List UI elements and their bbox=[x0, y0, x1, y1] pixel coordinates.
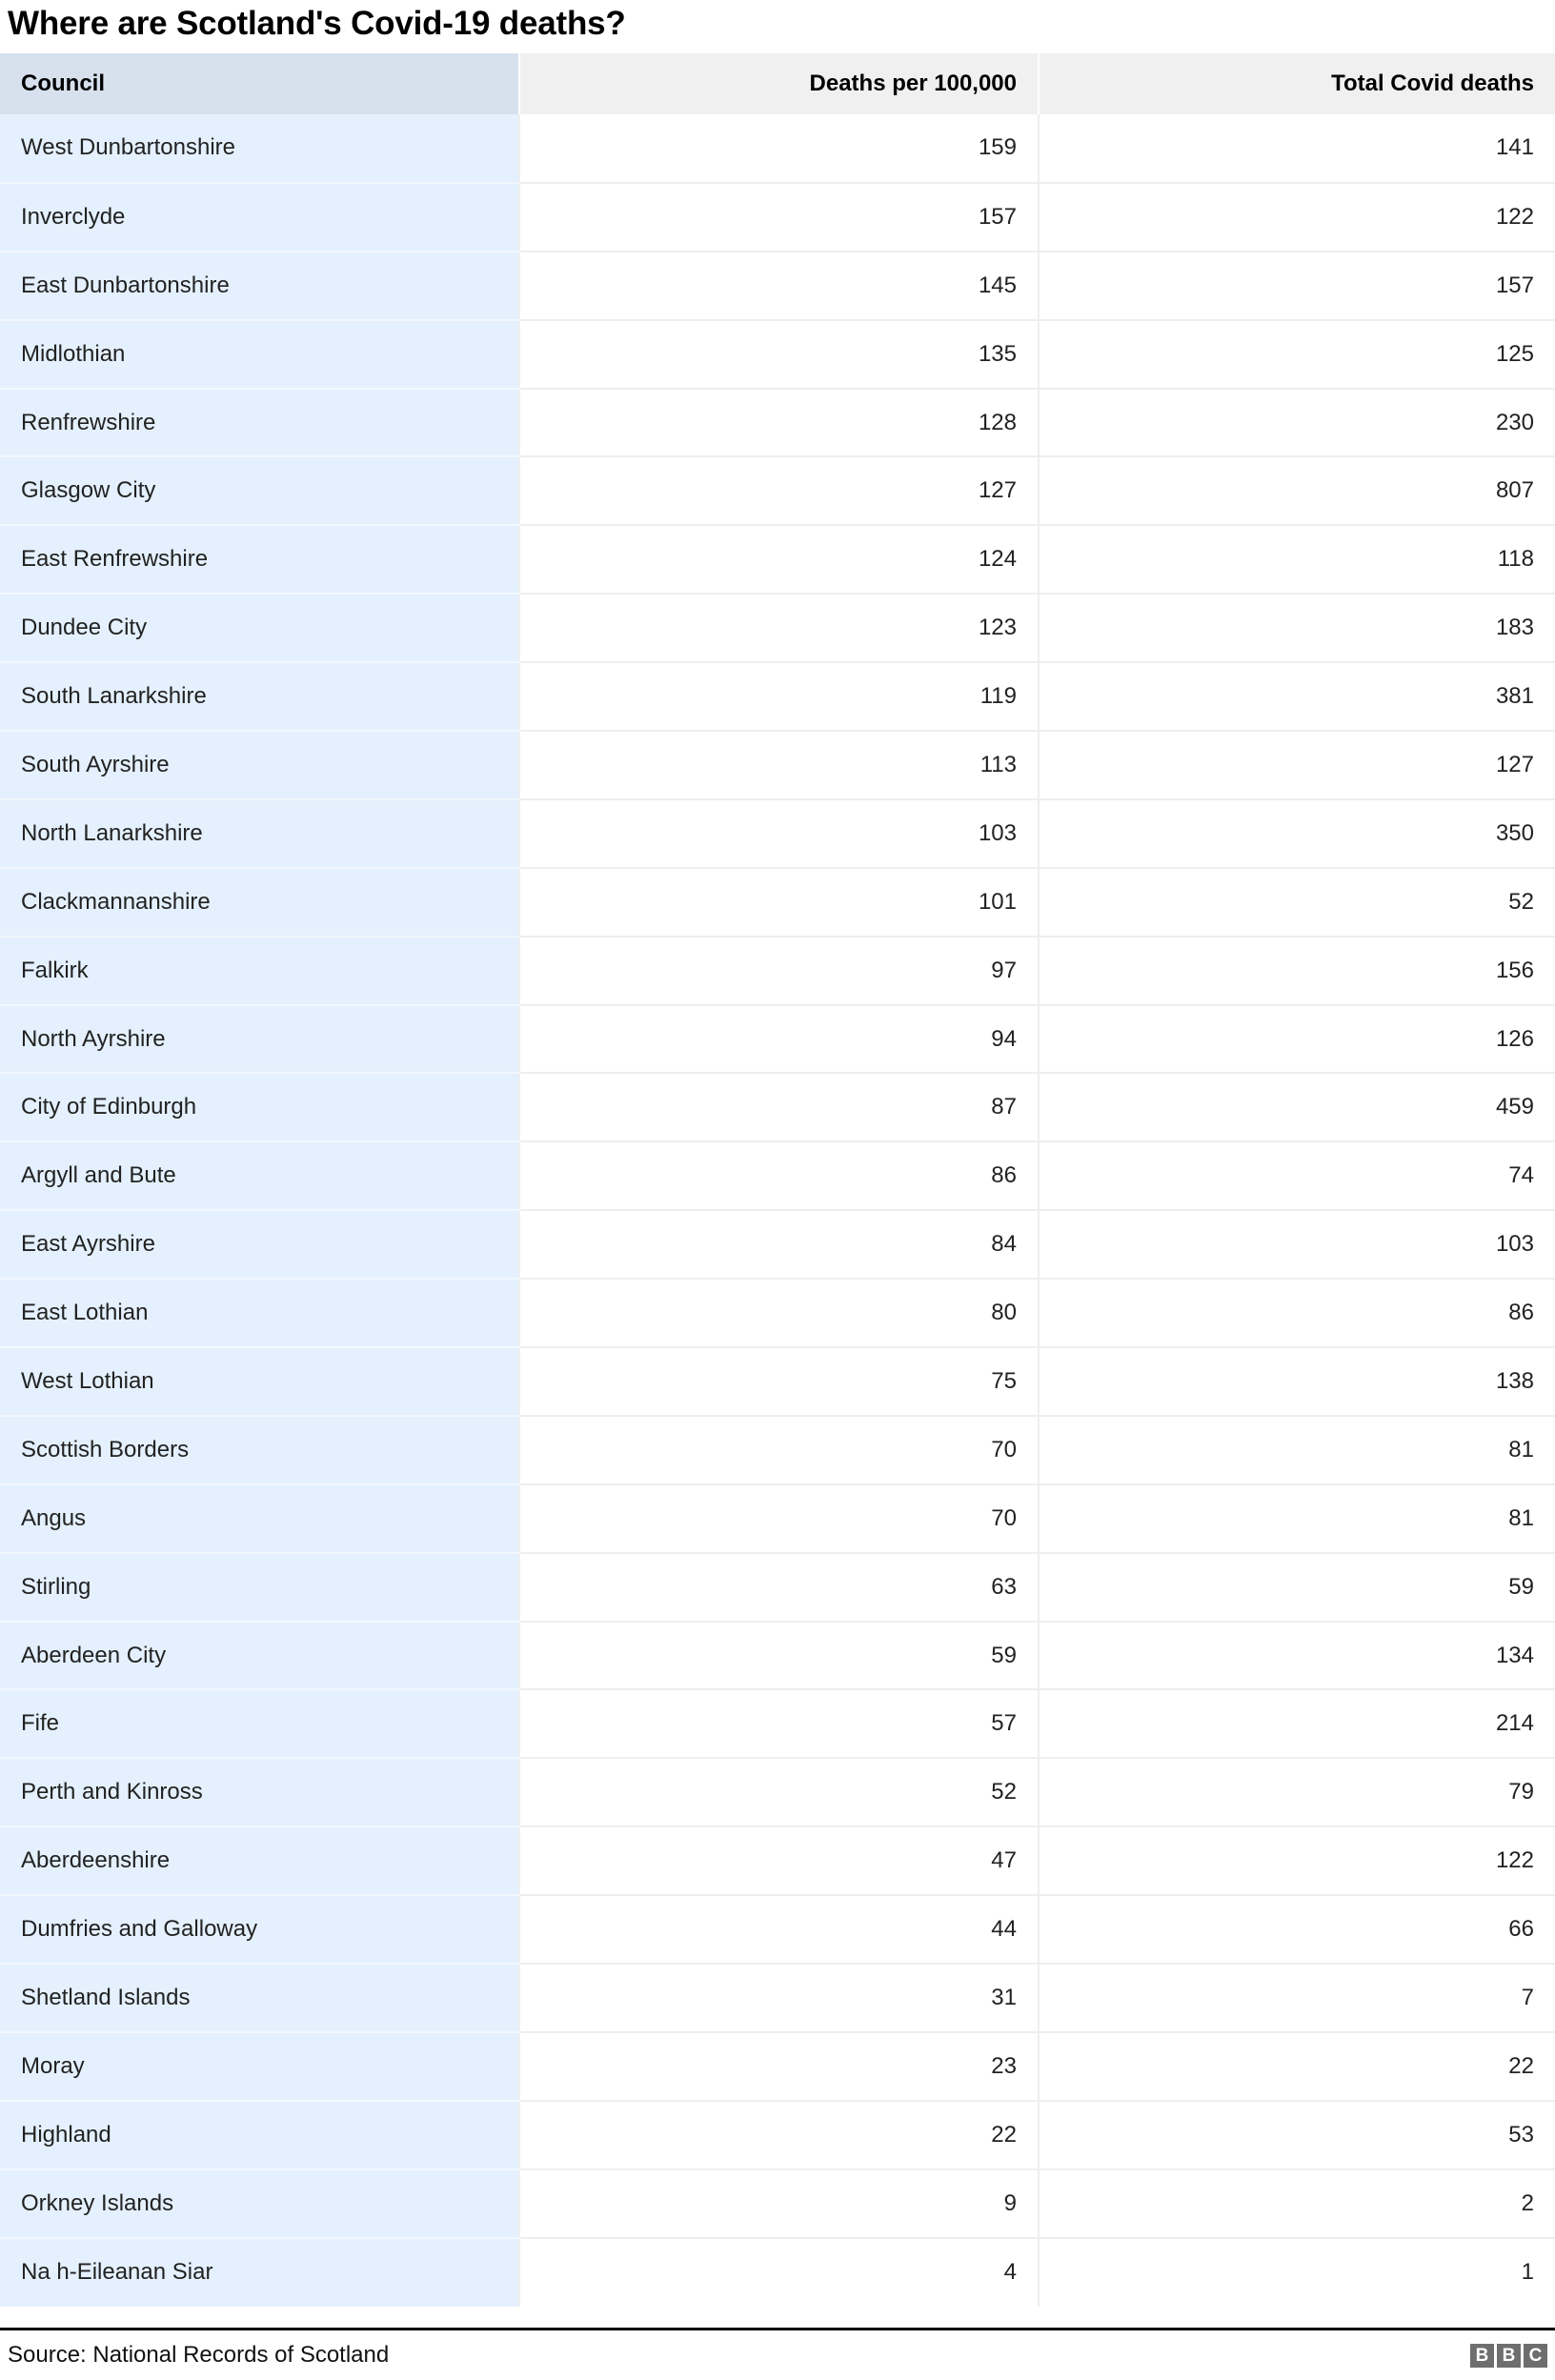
cell-deaths-per-100000: 59 bbox=[519, 1622, 1039, 1690]
column-header-total-covid-deaths[interactable]: Total Covid deaths bbox=[1039, 53, 1555, 114]
cell-deaths-per-100000: 123 bbox=[519, 594, 1039, 662]
bbc-logo-letter-2: B bbox=[1497, 2344, 1521, 2368]
cell-deaths-per-100000: 119 bbox=[519, 662, 1039, 731]
table-row bbox=[0, 1484, 1555, 1553]
table-row bbox=[0, 2238, 1555, 2307]
page-title: Where are Scotland's Covid-19 deaths? bbox=[8, 5, 626, 42]
table-row bbox=[0, 525, 1555, 594]
cell-council: Glasgow City bbox=[0, 456, 519, 525]
cell-council: Clackmannanshire bbox=[0, 868, 519, 937]
cell-total-covid-deaths: 53 bbox=[1039, 2101, 1555, 2169]
table-row bbox=[0, 1622, 1555, 1690]
cell-total-covid-deaths: 157 bbox=[1039, 252, 1555, 320]
cell-deaths-per-100000: 157 bbox=[519, 183, 1039, 252]
cell-total-covid-deaths: 103 bbox=[1039, 1210, 1555, 1279]
cell-council: Orkney Islands bbox=[0, 2169, 519, 2238]
table-row bbox=[0, 2101, 1555, 2169]
cell-council: South Ayrshire bbox=[0, 731, 519, 799]
cell-total-covid-deaths: 459 bbox=[1039, 1073, 1555, 1141]
table-row bbox=[0, 320, 1555, 389]
cell-deaths-per-100000: 31 bbox=[519, 1964, 1039, 2032]
table-row bbox=[0, 1758, 1555, 1826]
bbc-logo-letter-1: B bbox=[1470, 2344, 1494, 2368]
cell-total-covid-deaths: 74 bbox=[1039, 1141, 1555, 1210]
cell-deaths-per-100000: 22 bbox=[519, 2101, 1039, 2169]
cell-total-covid-deaths: 141 bbox=[1039, 114, 1555, 183]
cell-deaths-per-100000: 44 bbox=[519, 1895, 1039, 1964]
cell-council: Na h-Eileanan Siar bbox=[0, 2238, 519, 2307]
cell-council: Shetland Islands bbox=[0, 1964, 519, 2032]
cell-deaths-per-100000: 101 bbox=[519, 868, 1039, 937]
cell-council: Angus bbox=[0, 1484, 519, 1553]
table-row bbox=[0, 1553, 1555, 1622]
cell-council: South Lanarkshire bbox=[0, 662, 519, 731]
cell-deaths-per-100000: 63 bbox=[519, 1553, 1039, 1622]
cell-total-covid-deaths: 66 bbox=[1039, 1895, 1555, 1964]
cell-council: West Lothian bbox=[0, 1347, 519, 1416]
cell-council: Dumfries and Galloway bbox=[0, 1895, 519, 1964]
cell-total-covid-deaths: 127 bbox=[1039, 731, 1555, 799]
cell-deaths-per-100000: 127 bbox=[519, 456, 1039, 525]
cell-council: Midlothian bbox=[0, 320, 519, 389]
table-row bbox=[0, 1416, 1555, 1484]
bbc-logo bbox=[1470, 2344, 1547, 2368]
cell-deaths-per-100000: 103 bbox=[519, 799, 1039, 868]
cell-total-covid-deaths: 81 bbox=[1039, 1484, 1555, 1553]
table-row bbox=[0, 1073, 1555, 1141]
cell-council: Renfrewshire bbox=[0, 389, 519, 457]
cell-council: Fife bbox=[0, 1689, 519, 1758]
cell-total-covid-deaths: 230 bbox=[1039, 389, 1555, 457]
cell-deaths-per-100000: 57 bbox=[519, 1689, 1039, 1758]
cell-deaths-per-100000: 52 bbox=[519, 1758, 1039, 1826]
cell-total-covid-deaths: 7 bbox=[1039, 1964, 1555, 2032]
cell-total-covid-deaths: 81 bbox=[1039, 1416, 1555, 1484]
cell-total-covid-deaths: 125 bbox=[1039, 320, 1555, 389]
cell-total-covid-deaths: 79 bbox=[1039, 1758, 1555, 1826]
table-body bbox=[0, 114, 1555, 2307]
cell-deaths-per-100000: 124 bbox=[519, 525, 1039, 594]
cell-deaths-per-100000: 128 bbox=[519, 389, 1039, 457]
cell-council: East Lothian bbox=[0, 1279, 519, 1347]
table-row bbox=[0, 662, 1555, 731]
table-container bbox=[0, 53, 1555, 2328]
table-row bbox=[0, 1210, 1555, 1279]
cell-council: Moray bbox=[0, 2032, 519, 2101]
bbc-logo-letter-3: C bbox=[1524, 2344, 1547, 2368]
table-row bbox=[0, 456, 1555, 525]
cell-total-covid-deaths: 59 bbox=[1039, 1553, 1555, 1622]
table-row bbox=[0, 731, 1555, 799]
cell-council: West Dunbartonshire bbox=[0, 114, 519, 183]
cell-council: North Ayrshire bbox=[0, 1005, 519, 1074]
cell-deaths-per-100000: 70 bbox=[519, 1416, 1039, 1484]
cell-council: Scottish Borders bbox=[0, 1416, 519, 1484]
cell-total-covid-deaths: 138 bbox=[1039, 1347, 1555, 1416]
table-row bbox=[0, 1826, 1555, 1895]
table-row bbox=[0, 1895, 1555, 1964]
table-row bbox=[0, 1689, 1555, 1758]
cell-deaths-per-100000: 84 bbox=[519, 1210, 1039, 1279]
cell-council: East Dunbartonshire bbox=[0, 252, 519, 320]
cell-deaths-per-100000: 87 bbox=[519, 1073, 1039, 1141]
column-header-deaths-per-100000[interactable]: Deaths per 100,000 bbox=[519, 53, 1039, 114]
table-row bbox=[0, 252, 1555, 320]
cell-deaths-per-100000: 23 bbox=[519, 2032, 1039, 2101]
cell-total-covid-deaths: 2 bbox=[1039, 2169, 1555, 2238]
cell-deaths-per-100000: 9 bbox=[519, 2169, 1039, 2238]
table-row bbox=[0, 868, 1555, 937]
cell-total-covid-deaths: 86 bbox=[1039, 1279, 1555, 1347]
table-row bbox=[0, 2169, 1555, 2238]
table-row bbox=[0, 183, 1555, 252]
cell-total-covid-deaths: 134 bbox=[1039, 1622, 1555, 1690]
cell-council: Aberdeenshire bbox=[0, 1826, 519, 1895]
cell-council: Dundee City bbox=[0, 594, 519, 662]
table-row bbox=[0, 1141, 1555, 1210]
cell-deaths-per-100000: 145 bbox=[519, 252, 1039, 320]
cell-deaths-per-100000: 80 bbox=[519, 1279, 1039, 1347]
table-row bbox=[0, 114, 1555, 183]
cell-council: Highland bbox=[0, 2101, 519, 2169]
table-row bbox=[0, 1279, 1555, 1347]
cell-deaths-per-100000: 4 bbox=[519, 2238, 1039, 2307]
table-row bbox=[0, 2032, 1555, 2101]
cell-council: Stirling bbox=[0, 1553, 519, 1622]
cell-council: Argyll and Bute bbox=[0, 1141, 519, 1210]
cell-council: Perth and Kinross bbox=[0, 1758, 519, 1826]
table-row bbox=[0, 389, 1555, 457]
cell-deaths-per-100000: 159 bbox=[519, 114, 1039, 183]
column-header-council[interactable]: Council bbox=[0, 53, 519, 114]
cell-total-covid-deaths: 52 bbox=[1039, 868, 1555, 937]
cell-total-covid-deaths: 118 bbox=[1039, 525, 1555, 594]
cell-deaths-per-100000: 70 bbox=[519, 1484, 1039, 1553]
table-header bbox=[0, 53, 1555, 114]
table-row bbox=[0, 594, 1555, 662]
cell-total-covid-deaths: 22 bbox=[1039, 2032, 1555, 2101]
cell-deaths-per-100000: 113 bbox=[519, 731, 1039, 799]
cell-council: North Lanarkshire bbox=[0, 799, 519, 868]
cell-total-covid-deaths: 350 bbox=[1039, 799, 1555, 868]
cell-council: East Ayrshire bbox=[0, 1210, 519, 1279]
cell-total-covid-deaths: 156 bbox=[1039, 937, 1555, 1005]
cell-total-covid-deaths: 381 bbox=[1039, 662, 1555, 731]
cell-total-covid-deaths: 122 bbox=[1039, 1826, 1555, 1895]
table-row bbox=[0, 937, 1555, 1005]
cell-deaths-per-100000: 135 bbox=[519, 320, 1039, 389]
table-row bbox=[0, 799, 1555, 868]
cell-total-covid-deaths: 807 bbox=[1039, 456, 1555, 525]
cell-deaths-per-100000: 94 bbox=[519, 1005, 1039, 1074]
cell-total-covid-deaths: 1 bbox=[1039, 2238, 1555, 2307]
cell-total-covid-deaths: 183 bbox=[1039, 594, 1555, 662]
table-row bbox=[0, 1964, 1555, 2032]
cell-council: Inverclyde bbox=[0, 183, 519, 252]
table-row bbox=[0, 1005, 1555, 1074]
cell-deaths-per-100000: 75 bbox=[519, 1347, 1039, 1416]
cell-deaths-per-100000: 97 bbox=[519, 937, 1039, 1005]
table-row bbox=[0, 1347, 1555, 1416]
source-text: Source: National Records of Scotland bbox=[8, 2342, 390, 2368]
covid-deaths-table bbox=[0, 53, 1555, 2307]
footer bbox=[0, 2330, 1555, 2380]
cell-deaths-per-100000: 86 bbox=[519, 1141, 1039, 1210]
cell-total-covid-deaths: 122 bbox=[1039, 183, 1555, 252]
cell-deaths-per-100000: 47 bbox=[519, 1826, 1039, 1895]
cell-total-covid-deaths: 214 bbox=[1039, 1689, 1555, 1758]
cell-council: Aberdeen City bbox=[0, 1622, 519, 1690]
cell-council: City of Edinburgh bbox=[0, 1073, 519, 1141]
cell-total-covid-deaths: 126 bbox=[1039, 1005, 1555, 1074]
cell-council: Falkirk bbox=[0, 937, 519, 1005]
cell-council: East Renfrewshire bbox=[0, 525, 519, 594]
table-header-row bbox=[0, 53, 1555, 114]
